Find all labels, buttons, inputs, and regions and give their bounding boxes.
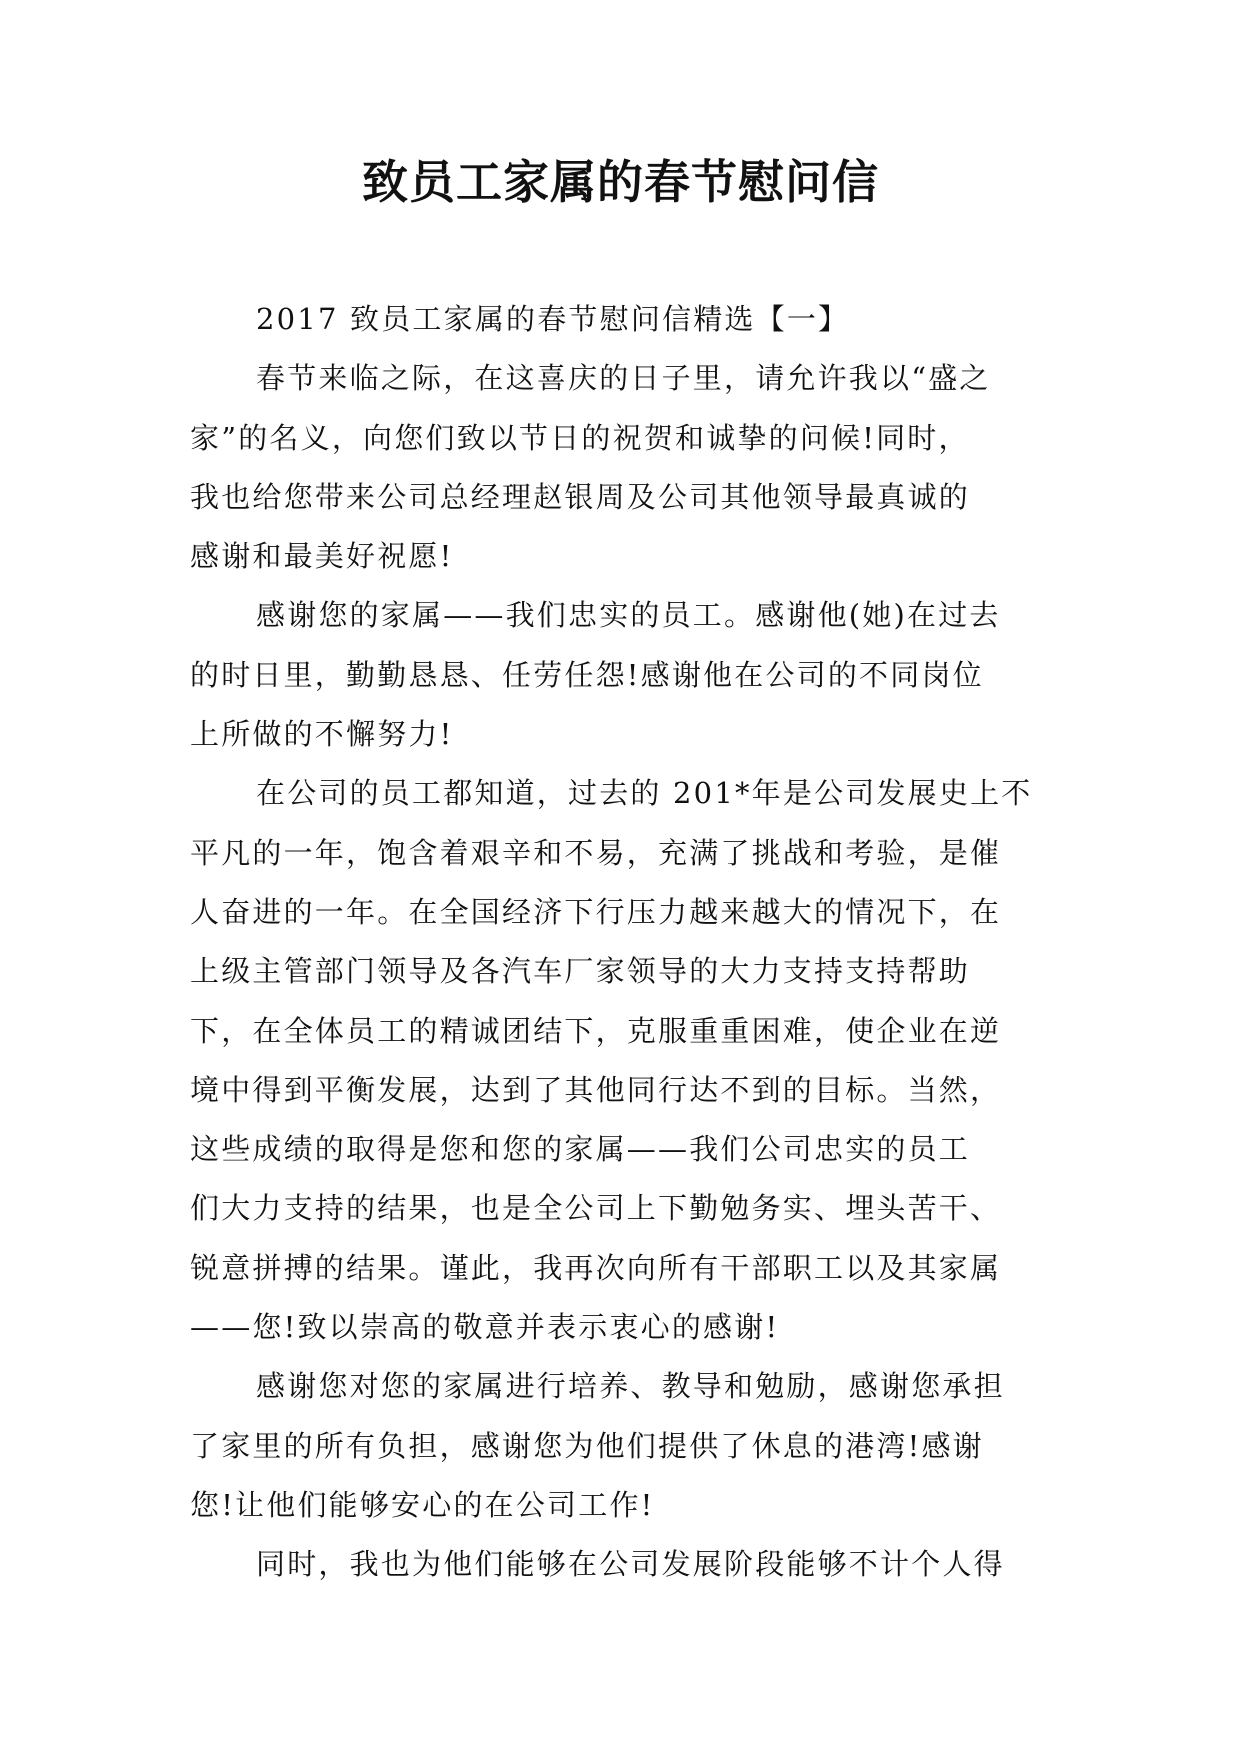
text-line: 在公司的员工都知道，过去的 201*年是公司发展史上不: [256, 776, 1033, 811]
text-line: 了家里的所有负担，感谢您为他们提供了休息的港湾!感谢: [190, 1428, 984, 1463]
text-line: 上级主管部门领导及各汽车厂家领导的大力支持支持帮助: [190, 954, 971, 989]
text-line: 境中得到平衡发展，达到了其他同行达不到的目标。当然，: [190, 1072, 1002, 1107]
text-line: 感谢您对您的家属进行培养、教导和勉励，感谢您承担: [256, 1369, 1005, 1404]
text-line: 平凡的一年，饱含着艰辛和不易，充满了挑战和考验，是催: [190, 835, 1002, 870]
text-line: 同时，我也为他们能够在公司发展阶段能够不计个人得: [256, 1547, 1005, 1582]
text-line: 这些成绩的取得是您和您的家属——我们公司忠实的员工: [190, 1132, 971, 1167]
text-line: 的时日里，勤勤恳恳、任劳任怨!感谢他在公司的不同岗位: [190, 657, 984, 692]
text-line: 我也给您带来公司总经理赵银周及公司其他领导最真诚的: [190, 479, 971, 514]
text-line: 2017 致员工家属的春节慰问信精选【一】: [256, 302, 850, 336]
text-line: ——您!致以崇高的敬意并表示衷心的感谢!: [190, 1310, 780, 1345]
text-line: 家”的名义，向您们致以节日的祝贺和诚挚的问候!同时，: [190, 420, 970, 455]
text-line: 人奋进的一年。在全国经济下行压力越来越大的情况下，在: [190, 894, 1002, 929]
text-line: 下，在全体员工的精诚团结下，克服重重困难，使企业在逆: [190, 1013, 1002, 1048]
document-title: 致员工家属的春节慰问信: [362, 155, 879, 209]
text-line: 锐意拼搏的结果。谨此，我再次向所有干部职工以及其家属: [190, 1250, 1002, 1285]
text-line: 上所做的不懈努力!: [190, 717, 454, 752]
text-line: 感谢您的家属——我们忠实的员工。感谢他(她)在过去: [256, 598, 1001, 633]
text-line: 感谢和最美好祝愿!: [190, 539, 454, 574]
letter-body: [190, 290, 1060, 1595]
text-line: 们大力支持的结果，也是全公司上下勤勉务实、埋头苦干、: [190, 1191, 1002, 1226]
text-line: 您!让他们能够安心的在公司工作!: [190, 1487, 655, 1522]
text-line: 春节来临之际，在这喜庆的日子里，请允许我以“盛之: [256, 361, 991, 396]
